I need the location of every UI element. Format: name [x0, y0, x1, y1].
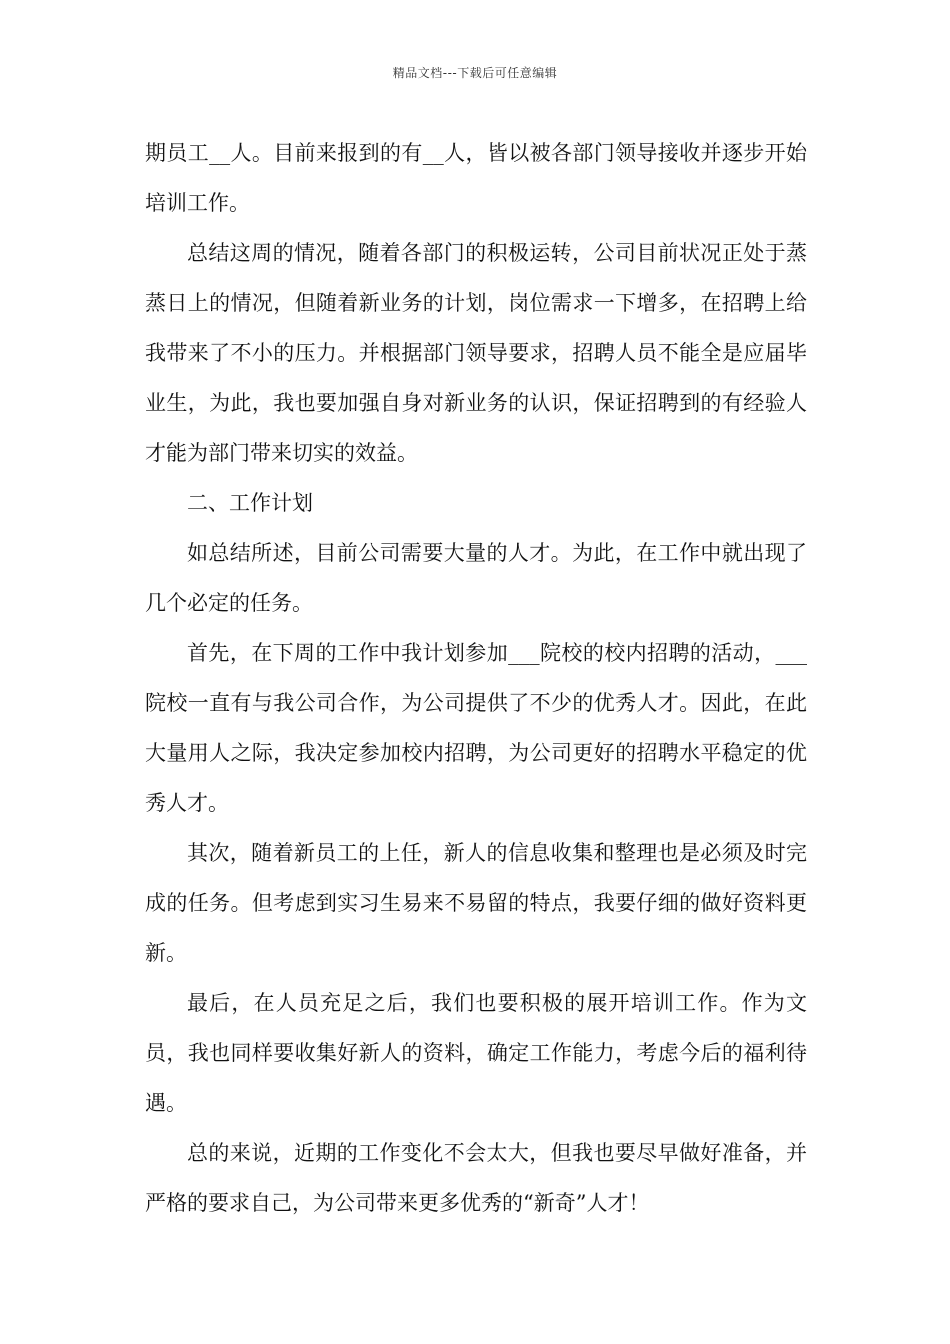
paragraph-first-task: 首先，在下周的工作中我计划参加___院校的校内招聘的活动，___院校一直有与我公司合作，为公司提供了不少的优秀人才。因此，在此大量用人之际，我决定参加校内招聘，为公司更好的招聘水平稳定的优秀人才。	[145, 641, 807, 815]
paragraph-second-task: 其次，随着新员工的上任，新人的信息收集和整理也是必须及时完成的任务。但考虑到实习生易来不易留的特点，我要仔细的做好资料更新。	[145, 841, 807, 965]
section-heading-work-plan: 二、工作计划	[187, 491, 313, 515]
page-header: 精品文档---下载后可任意编辑	[392, 66, 558, 80]
paragraph-plan-intro: 如总结所述，目前公司需要大量的人才。为此，在工作中就出现了几个必定的任务。	[145, 541, 807, 615]
paragraph-conclusion: 总的来说，近期的工作变化不会太大，但我也要尽早做好准备，并严格的要求自己，为公司带来更多优秀的“新奇”人才！	[145, 1141, 807, 1215]
paragraph-weekly-summary: 总结这周的情况，随着各部门的积极运转，公司目前状况正处于蒸蒸日上的情况，但随着新业务的计划，岗位需求一下增多，在招聘上给我带来了不小的压力。并根据部门领导要求，招聘人员不能全是应届毕业生，为此，我也要加强自身对新业务的认识，保证招聘到的有经验人才能为部门带来切实的效益。	[145, 241, 807, 465]
document-body	[145, 128, 807, 1228]
paragraph-third-task: 最后，在人员充足之后，我们也要积极的展开培训工作。作为文员，我也同样要收集好新人的资料，确定工作能力，考虑今后的福利待遇。	[145, 991, 807, 1115]
paragraph-continuation: 期员工__人。目前来报到的有__人，皆以被各部门领导接收并逐步开始培训工作。	[145, 141, 807, 215]
